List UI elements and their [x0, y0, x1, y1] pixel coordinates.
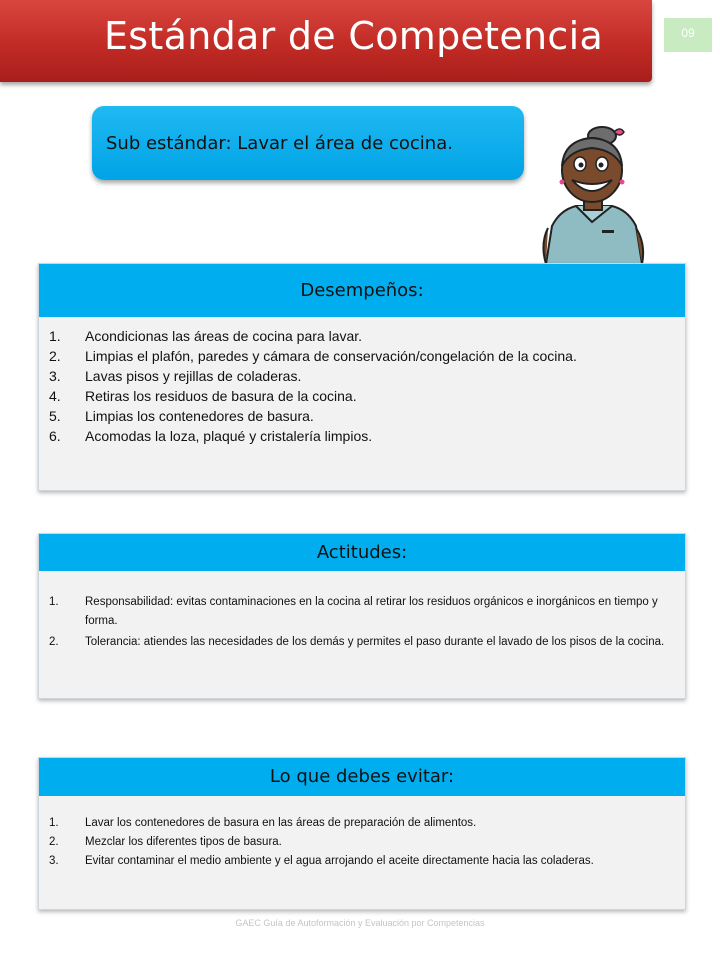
list-item-text: Tolerancia: atiendes las necesidades de los demás y permites el paso durante el lavado de los pisos de la cocina. — [85, 636, 665, 648]
desempenos-panel — [38, 263, 686, 491]
list-item-text: Limpias los contenedores de basura. — [85, 408, 314, 424]
list-item-text: Limpias el plafón, paredes y cámara de conservación/congelación de la cocina. — [85, 348, 577, 364]
list-item-text: Acondicionas las áreas de cocina para lavar. — [85, 328, 363, 344]
list-item — [49, 326, 665, 346]
list-item — [49, 814, 669, 833]
list-item-number: 4. — [49, 388, 61, 404]
list-item-text: Retiras los residuos de basura de la cocina. — [85, 388, 357, 404]
sub-standard-box — [92, 106, 524, 180]
list-item — [49, 593, 669, 631]
footer-text: GAEC Guía de Autoformación y Evaluación por Competencias — [235, 918, 485, 928]
evitar-heading: Lo que debes evitar: — [39, 758, 685, 796]
list-item-number: 5. — [49, 408, 61, 424]
list-item — [49, 852, 669, 871]
desempenos-heading: Desempeños: — [39, 264, 685, 317]
list-item-number: 2. — [49, 836, 59, 848]
smiling-woman-illustration — [532, 122, 656, 264]
list-item — [49, 633, 669, 652]
list-item-text: Mezclar los diferentes tipos de basura. — [85, 836, 282, 848]
list-item-number: 2. — [49, 348, 61, 364]
list-item-number: 6. — [49, 428, 61, 444]
list-item-number: 1. — [49, 817, 59, 829]
page-title: Estándar de Competencia — [104, 14, 604, 58]
list-item-number: 2. — [49, 636, 59, 648]
actitudes-panel — [38, 533, 686, 699]
list-item — [49, 346, 665, 366]
list-item-number: 3. — [49, 855, 59, 867]
desempenos-list — [39, 317, 685, 446]
list-item-text: Lavas pisos y rejillas de coladeras. — [85, 368, 302, 384]
sub-standard-text: Sub estándar: Lavar el área de cocina. — [106, 133, 453, 154]
list-item-number: 1. — [49, 596, 59, 608]
actitudes-heading: Actitudes: — [39, 534, 685, 571]
list-item-number: 3. — [49, 368, 61, 384]
actitudes-list — [39, 571, 685, 652]
evitar-panel — [38, 757, 686, 910]
list-item — [49, 386, 665, 406]
list-item — [49, 366, 665, 386]
list-item-text: Acomodas la loza, plaqué y cristalería limpios. — [85, 428, 373, 444]
list-item-text: Responsabilidad: evitas contaminaciones en la cocina al retirar los residuos orgánicos e inorgánicos en tiempo y forma. — [85, 596, 658, 627]
list-item-text: Lavar los contenedores de basura en las áreas de preparación de alimentos. — [85, 817, 477, 829]
title-banner — [0, 0, 652, 82]
list-item-number: 1. — [49, 328, 61, 344]
page-number: 09 — [664, 18, 712, 52]
evitar-list — [39, 796, 685, 871]
list-item — [49, 426, 665, 446]
list-item-text: Evitar contaminar el medio ambiente y el agua arrojando el aceite directamente hacia las coladeras. — [85, 855, 594, 867]
list-item — [49, 406, 665, 426]
list-item — [49, 833, 669, 852]
